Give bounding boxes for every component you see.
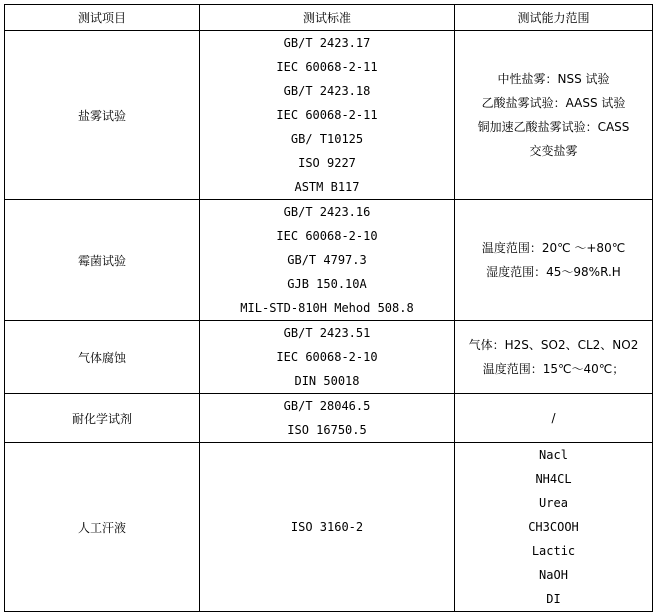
test-item-cell: 人工汗液	[5, 443, 200, 612]
test-item-cell: 盐雾试验	[5, 31, 200, 200]
standard-line: GB/T 2423.51	[283, 326, 371, 340]
capability-line: Urea	[539, 496, 568, 510]
header-capability-range: 测试能力范围	[455, 5, 653, 31]
capability-cell	[455, 394, 653, 443]
table-row	[5, 394, 653, 443]
standard-line: IEC 60068-2-11	[276, 60, 378, 74]
capability-line: NH4CL	[535, 472, 572, 486]
standard-line: GJB 150.10A	[287, 277, 367, 291]
standard-line: GB/T 28046.5	[283, 399, 371, 413]
standard-line: GB/T 4797.3	[287, 253, 367, 267]
capability-cell	[455, 443, 653, 612]
standard-line: GB/T 2423.17	[283, 36, 371, 50]
table-row	[5, 31, 653, 200]
capability-cell	[455, 200, 653, 321]
test-capability-table	[4, 4, 653, 612]
capability-line: NaOH	[539, 568, 568, 582]
standards-cell	[200, 321, 455, 394]
capability-line: 温度范围：20℃ ～+80℃	[481, 241, 626, 255]
standard-line: MIL-STD-810H Mehod 508.8	[240, 301, 414, 315]
header-test-standard: 测试标准	[200, 5, 455, 31]
capability-line: /	[551, 411, 556, 425]
header-test-item: 测试项目	[5, 5, 200, 31]
standards-cell	[200, 200, 455, 321]
capability-line: 气体：H2S、SO2、CL2、NO2	[468, 338, 639, 352]
capability-line: DI	[546, 592, 561, 606]
standard-line: ISO 16750.5	[287, 423, 367, 437]
standard-line: GB/ T10125	[290, 132, 364, 146]
header-row	[5, 5, 653, 31]
standards-cell	[200, 443, 455, 612]
test-item-cell: 霉菌试验	[5, 200, 200, 321]
standard-line: IEC 60068-2-11	[276, 108, 378, 122]
standard-line: ISO 9227	[298, 156, 356, 170]
capability-line: Nacl	[539, 448, 568, 462]
standards-cell	[200, 394, 455, 443]
standards-cell	[200, 31, 455, 200]
test-item-cell: 气体腐蚀	[5, 321, 200, 394]
capability-line: 乙酸盐雾试验：AASS 试验	[481, 96, 626, 110]
standard-line: DIN 50018	[294, 374, 360, 388]
capability-line: Lactic	[531, 544, 576, 558]
capability-line: 交变盐雾	[529, 144, 578, 158]
capability-line: CH3COOH	[528, 520, 579, 534]
standard-line: GB/T 2423.16	[283, 205, 371, 219]
capability-line: 中性盐雾：NSS 试验	[497, 72, 610, 86]
table-row	[5, 321, 653, 394]
standard-line: IEC 60068-2-10	[276, 229, 378, 243]
table-row	[5, 200, 653, 321]
standard-line: GB/T 2423.18	[283, 84, 371, 98]
test-item-cell: 耐化学试剂	[5, 394, 200, 443]
capability-cell	[455, 31, 653, 200]
standard-line: IEC 60068-2-10	[276, 350, 378, 364]
capability-line: 温度范围：15℃～40℃；	[482, 362, 625, 376]
table-row	[5, 443, 653, 612]
capability-line: 铜加速乙酸盐雾试验：CASS	[477, 120, 630, 134]
standard-line: ASTM B117	[294, 180, 360, 194]
standard-line: ISO 3160-2	[290, 520, 364, 534]
capability-cell	[455, 321, 653, 394]
capability-line: 湿度范围：45～98%R.H	[486, 265, 621, 279]
